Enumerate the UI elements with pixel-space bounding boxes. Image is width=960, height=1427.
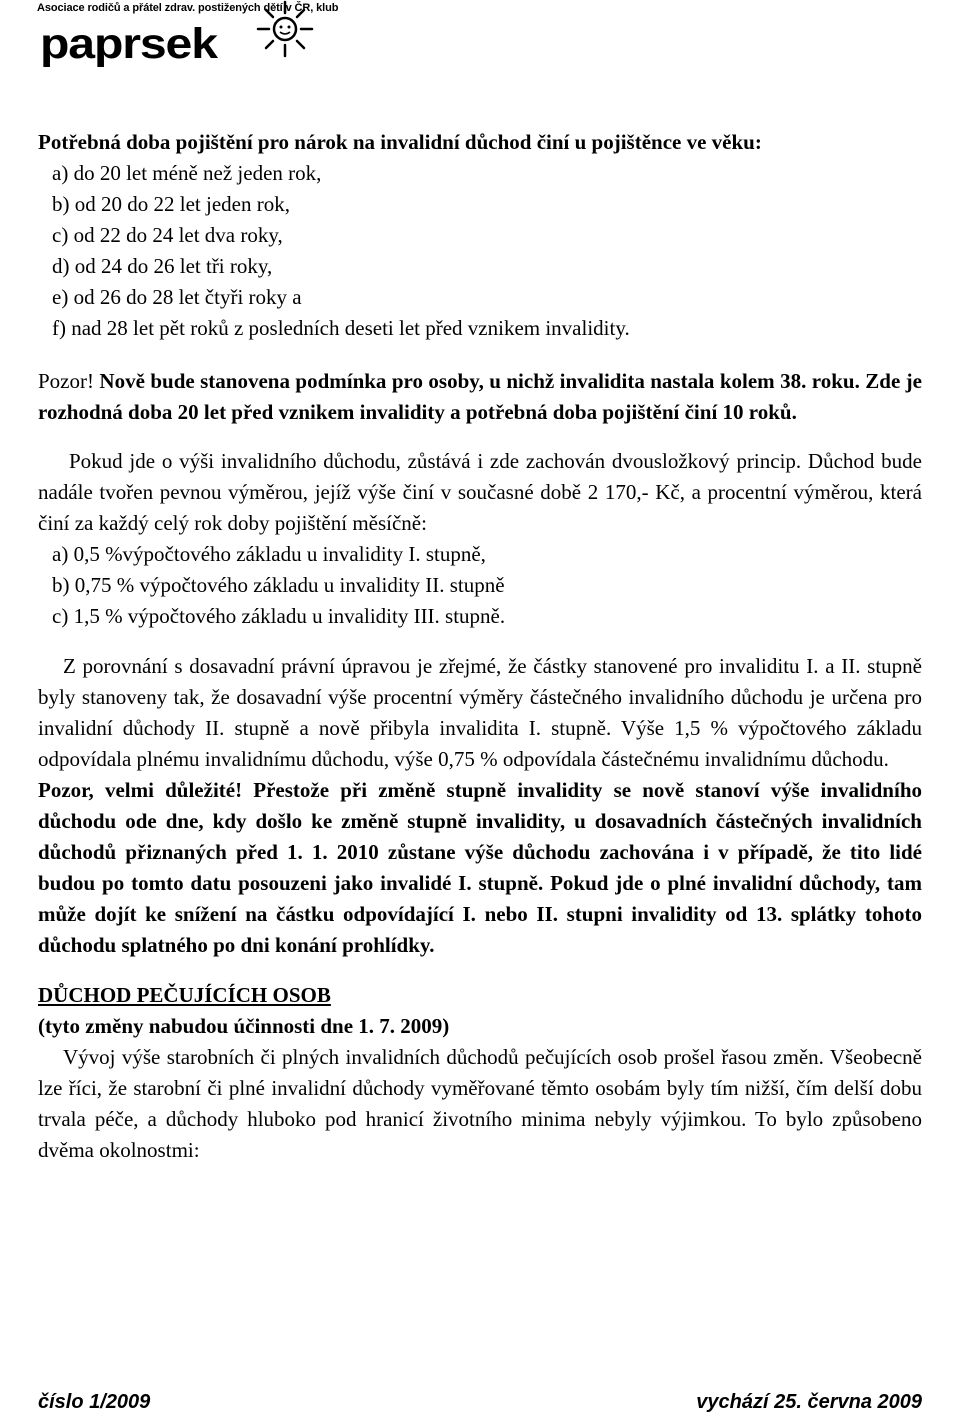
section-heading: DŮCHOD PEČUJÍCÍCH OSOB [38,983,331,1007]
newsletter-header [0,0,960,80]
insurance-period-intro: Potřebná doba pojištění pro nárok na invalidní důchod činí u pojištěnce ve věku: [38,130,762,154]
pozor-text: Nově bude stanovena podmínka pro osoby, u nichž invalidita nastala kolem 38. roku. [94,369,860,393]
list-item: a) 0,5 %výpočtového základu u invalidity I. stupně, [52,542,486,566]
caregiver-pension-paragraph: Vývoj výše starobních či plných invalidních důchodů pečujících osob prošel řasou změn. Všeobecně lze říci, že starobní či plné invalidní důchody vyměřované těmto osobám byly tím nižší, čím delší dobu trvala péče, a důchody hluboko pod hranicí životního minima nebyly výjimkou. To bylo způsobeno dvěma okolnostmi: [38,1045,922,1162]
comparison-paragraph: Z porovnání s dosavadní právní úpravou je zřejmé, že částky stanovené pro invaliditu I. a II. stupně byly stanoveny tak, že dosavadní výše procentní výměry částečného invalidního důchodu je určena pro invalidní důchody II. stupně a nově přibyla invalidita I. stupně. Výše 1,5 % výpočtového základu odpovídala plnému invalidnímu důchodu, výše 0,75 % odpovídala částečnému invalidnímu důchodu. [38,654,922,771]
list-item: f) nad 28 let pět roků z posledních deseti let před vznikem invalidity. [52,316,630,340]
list-item: e) od 26 do 28 let čtyři roky a [52,285,302,309]
list-item: b) 0,75 % výpočtového základu u invalidity II. stupně [52,573,505,597]
pension-amount-paragraph: Pokud jde o výši invalidního důchodu, zůstává i zde zachován dvousložkový princip. Důchod bude nadále tvořen pevnou výměrou, jejíž výše činí v současné době 2 170,- Kč, a procentní výměrou, která činí za každý celý rok doby pojištění měsíčně: [38,449,922,535]
paprsek-logo: paprsek [40,20,217,68]
important-notice-paragraph: Pozor, velmi důležité! Přestože při změně stupně invalidity se nově stanoví výše invalidního důchodu ode dne, kdy došlo ke změně stupně invalidity, u dosavadních částečných invalidních důchodů přiznaných před 1. 1. 2010 zůstane výše důchodu zachována i v případě, že tito lidé budou po tomto datu posouzeni jako invalidé I. stupně. Pokud jde o plné invalidní důchody, tam může dojít ke snížení na částku odpovídající I. nebo II. stupni invalidity od 13. splátky tohoto důchodu splatného po dni konání prohlídky. [38,778,922,957]
list-item: a) do 20 let méně než jeden rok, [52,161,322,185]
pozor-paragraph [38,366,922,428]
sun-icon [256,0,314,58]
publication-date: vychází 25. června 2009 [696,1391,922,1413]
organization-name: Asociace rodičů a přátel zdrav. postižených dětí v ČR, klub [37,2,339,14]
pozor-bold-text: Zde je rozhodná doba 20 let před vznikem invalidity a potřebná doba pojištění činí 10 roků. [38,369,922,424]
pozor-lead: Pozor! [38,369,94,393]
list-item: c) 1,5 % výpočtového základu u invalidity III. stupně. [52,604,506,628]
article-body [38,127,922,1166]
issue-number: číslo 1/2009 [38,1391,151,1413]
list-item: b) od 20 do 22 let jeden rok, [52,192,290,216]
section-subheading: (tyto změny nabudou účinnosti dne 1. 7. 2009) [38,1014,450,1038]
list-item: c) od 22 do 24 let dva roky, [52,223,283,247]
list-item: d) od 24 do 26 let tři roky, [52,254,273,278]
